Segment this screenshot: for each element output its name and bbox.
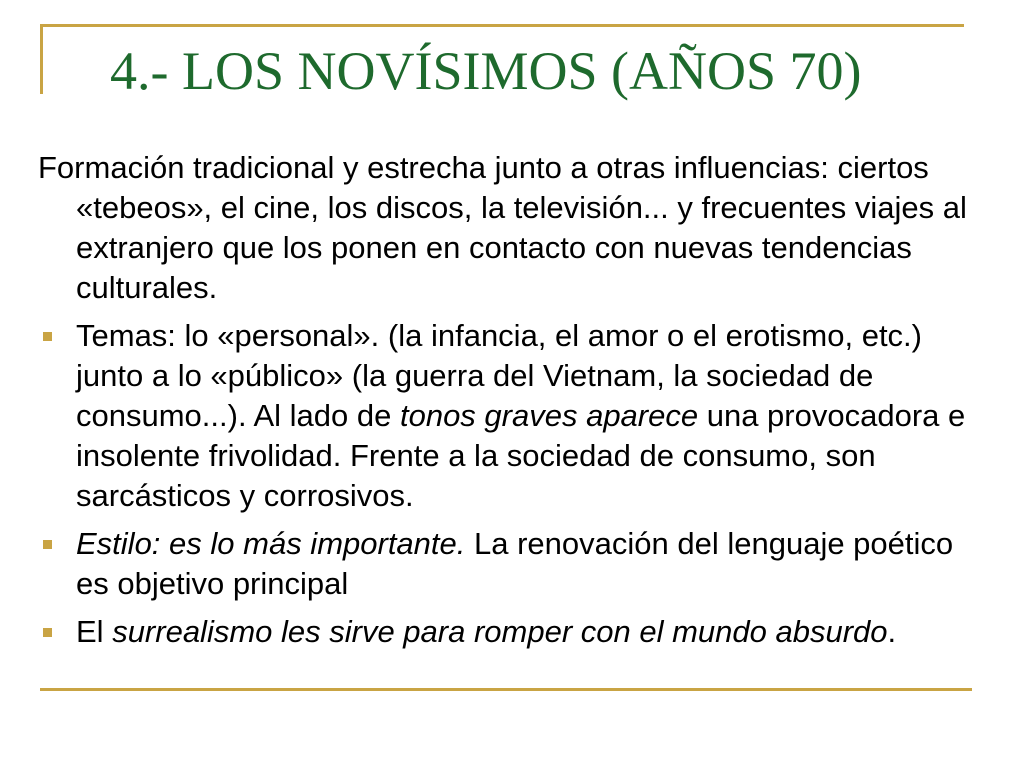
slide-title: 4.- LOS NOVÍSIMOS (AÑOS 70) [110, 41, 862, 101]
bullet-italic-text: tonos graves aparece [399, 398, 699, 433]
bullet-item-surrealismo [38, 612, 988, 652]
bullet-text: El [76, 614, 113, 649]
bullet-italic-text: surrealismo les sirve para romper con el mundo absurdo [112, 614, 888, 649]
square-bullet-icon [43, 628, 52, 637]
square-bullet-icon [43, 540, 52, 549]
bullet-text: . [887, 614, 897, 649]
bullet-italic-text: Estilo: es lo más importante. [76, 526, 466, 561]
bullet-item-estilo [38, 524, 988, 604]
slide-body [38, 148, 988, 660]
frame-bottom-rule [40, 688, 972, 691]
bullet-text: una provocadora e insolente frivolidad. Frente a la sociedad de consumo, son sarcásticos y corrosivos. [76, 398, 966, 513]
frame-left-rule [40, 24, 43, 94]
square-bullet-icon [43, 332, 52, 341]
bullet-item-temas [38, 316, 988, 516]
bullet-text: La renovación del lenguaje poético es objetivo principal [76, 526, 954, 601]
bullet-text: Temas: lo «personal». (la infancia, el amor o el erotismo, etc.) junto a lo «público» (la guerra del Vietnam, la sociedad de consumo...). Al lado de [76, 318, 922, 433]
intro-paragraph: Formación tradicional y estrecha junto a otras influencias: ciertos «tebeos», el cine, los discos, la televisión... y frecuentes viajes al extranjero que los ponen en contacto con nuevas tendencias culturales. [38, 150, 967, 305]
frame-top-rule [40, 24, 964, 27]
